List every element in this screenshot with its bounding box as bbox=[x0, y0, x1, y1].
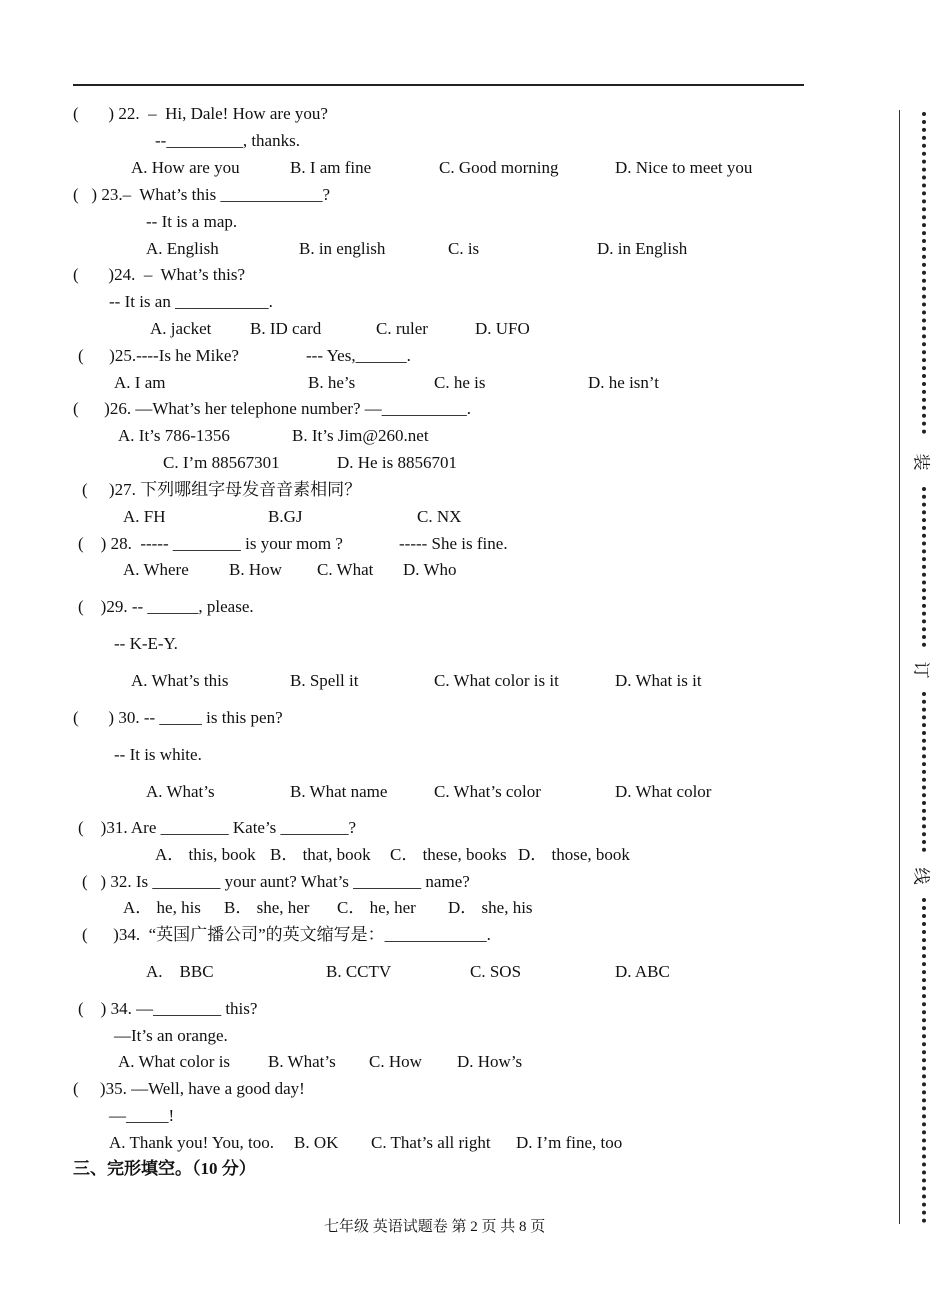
section-heading: 三、完形填空。（10 分） bbox=[73, 1159, 256, 1178]
question-29-reply: -- K-E-Y. bbox=[114, 634, 178, 653]
question-35-stem: ( )35. —Well, have a good day! bbox=[73, 1079, 305, 1098]
question-32-stem: ( ) 32. Is ________ your aunt? What’s ________ name? bbox=[82, 872, 470, 891]
question-24-option-d: D. UFO bbox=[475, 319, 530, 338]
question-28-option-b: B. How bbox=[229, 560, 282, 579]
question-29-option-c: C. What color is it bbox=[434, 671, 559, 690]
question-28-reply: ----- She is fine. bbox=[399, 534, 508, 553]
page-footer: 七年级 英语试题卷 第 2 页 共 8 页 bbox=[324, 1219, 546, 1235]
question-28-option-d: D. Who bbox=[403, 560, 457, 579]
question-27-option-b: B.GJ bbox=[268, 507, 303, 526]
question-30-reply: -- It is white. bbox=[114, 745, 202, 764]
binding-label-zhuang: 装 bbox=[910, 453, 931, 471]
question-30-option-d: D. What color bbox=[615, 782, 712, 801]
question-28-option-a: A. Where bbox=[123, 560, 189, 579]
question-22-option-a: A. How are you bbox=[131, 158, 240, 177]
question-23-option-d: D. in English bbox=[597, 239, 688, 258]
question-30-option-b: B. What name bbox=[290, 782, 388, 801]
question-22-stem: ( ) 22. – Hi, Dale! How are you? bbox=[73, 104, 328, 123]
question-22-reply: --_________, thanks. bbox=[155, 131, 300, 150]
question-27-option-a: A. FH bbox=[123, 507, 166, 526]
question-23-option-a: A. English bbox=[146, 239, 219, 258]
question-35-reply: —_____! bbox=[109, 1106, 175, 1125]
question-22-option-b: B. I am fine bbox=[290, 158, 372, 177]
binding-dots-top bbox=[922, 112, 926, 434]
question-24-stem: ( )24. – What’s this? bbox=[73, 265, 246, 284]
binding-dots-lower-mid bbox=[922, 692, 926, 852]
question-34a-stem: ( )34. “英国广播公司”的英文缩写是：____________. bbox=[82, 925, 491, 944]
question-25-option-a: A. I am bbox=[114, 373, 166, 392]
question-34b-reply: —It’s an orange. bbox=[114, 1026, 228, 1045]
question-24-reply: -- It is an ___________. bbox=[109, 292, 273, 311]
question-31-option-b: B． that, book bbox=[270, 845, 371, 864]
question-30-option-c: C. What’s color bbox=[434, 782, 541, 801]
question-25-stem: ( )25.----Is he Mike? bbox=[78, 346, 239, 365]
question-26-option-c: C. I’m 88567301 bbox=[163, 453, 280, 472]
binding-dots-bottom bbox=[922, 898, 926, 1223]
question-22-option-c: C. Good morning bbox=[439, 158, 559, 177]
question-31-option-a: A． this, book bbox=[155, 845, 256, 864]
question-26-option-d: D. He is 8856701 bbox=[337, 453, 457, 472]
question-22-option-d: D. Nice to meet you bbox=[615, 158, 753, 177]
binding-label-ding: 订 bbox=[910, 661, 931, 679]
question-23-stem: ( ) 23.– What’s this ____________? bbox=[73, 185, 331, 204]
question-34b-option-b: B. What’s bbox=[268, 1052, 336, 1071]
question-28-option-c: C. What bbox=[317, 560, 374, 579]
question-23-reply: -- It is a map. bbox=[146, 212, 238, 231]
question-26-option-a: A. It’s 786-1356 bbox=[118, 426, 230, 445]
question-30-option-a: A. What’s bbox=[146, 782, 215, 801]
binding-label-xian: 线 bbox=[910, 867, 931, 885]
question-23-option-c: C. is bbox=[448, 239, 480, 258]
question-29-option-a: A. What’s this bbox=[131, 671, 229, 690]
question-25-option-b: B. he’s bbox=[308, 373, 356, 392]
question-30-stem: ( ) 30. -- _____ is this pen? bbox=[73, 708, 283, 727]
question-34a-option-a: A. BBC bbox=[146, 962, 214, 981]
question-35-option-b: B. OK bbox=[294, 1133, 339, 1152]
question-34b-option-c: C. How bbox=[369, 1052, 422, 1071]
question-34b-option-d: D. How’s bbox=[457, 1052, 523, 1071]
question-34b-option-a: A. What color is bbox=[118, 1052, 231, 1071]
question-32-option-c: C． he, her bbox=[337, 898, 416, 917]
question-29-stem: ( )29. -- ______, please. bbox=[78, 597, 254, 616]
question-25-option-c: C. he is bbox=[434, 373, 486, 392]
question-34a-option-b: B. CCTV bbox=[326, 962, 392, 981]
question-28-stem: ( ) 28. ----- ________ is your mom ? bbox=[78, 534, 343, 553]
question-23-option-b: B. in english bbox=[299, 239, 386, 258]
question-35-option-a: A. Thank you! You, too. bbox=[109, 1133, 274, 1152]
question-35-option-d: D. I’m fine, too bbox=[516, 1133, 623, 1152]
question-25-reply: --- Yes,______. bbox=[306, 346, 411, 365]
question-24-option-a: A. jacket bbox=[150, 319, 212, 338]
question-32-option-b: B． she, her bbox=[224, 898, 310, 917]
question-25-option-d: D. he isn’t bbox=[588, 373, 659, 392]
question-32-option-a: A． he, his bbox=[123, 898, 201, 917]
question-31-option-d: D． those, book bbox=[518, 845, 630, 864]
question-32-option-d: D． she, his bbox=[448, 898, 533, 917]
question-26-stem: ( )26. —What’s her telephone number? —__________. bbox=[73, 399, 471, 418]
question-31-stem: ( )31. Are ________ Kate’s ________? bbox=[78, 818, 357, 837]
top-rule bbox=[73, 84, 804, 86]
question-24-option-b: B. ID card bbox=[250, 319, 322, 338]
question-34b-stem: ( ) 34. —________ this? bbox=[78, 999, 258, 1018]
question-34a-option-c: C. SOS bbox=[470, 962, 522, 981]
question-24-option-c: C. ruler bbox=[376, 319, 428, 338]
question-29-option-d: D. What is it bbox=[615, 671, 702, 690]
binding-margin-line bbox=[899, 110, 900, 1224]
question-31-option-c: C． these, books bbox=[390, 845, 507, 864]
question-35-option-c: C. That’s all right bbox=[371, 1133, 491, 1152]
question-27-option-c: C. NX bbox=[417, 507, 462, 526]
binding-dots-upper-mid bbox=[922, 487, 926, 647]
question-34a-option-d: D. ABC bbox=[615, 962, 670, 981]
question-26-option-b: B. It’s Jim@260.net bbox=[292, 426, 429, 445]
question-29-option-b: B. Spell it bbox=[290, 671, 359, 690]
question-27-stem: ( )27. 下列哪组字母发音音素相同？ bbox=[82, 480, 362, 499]
